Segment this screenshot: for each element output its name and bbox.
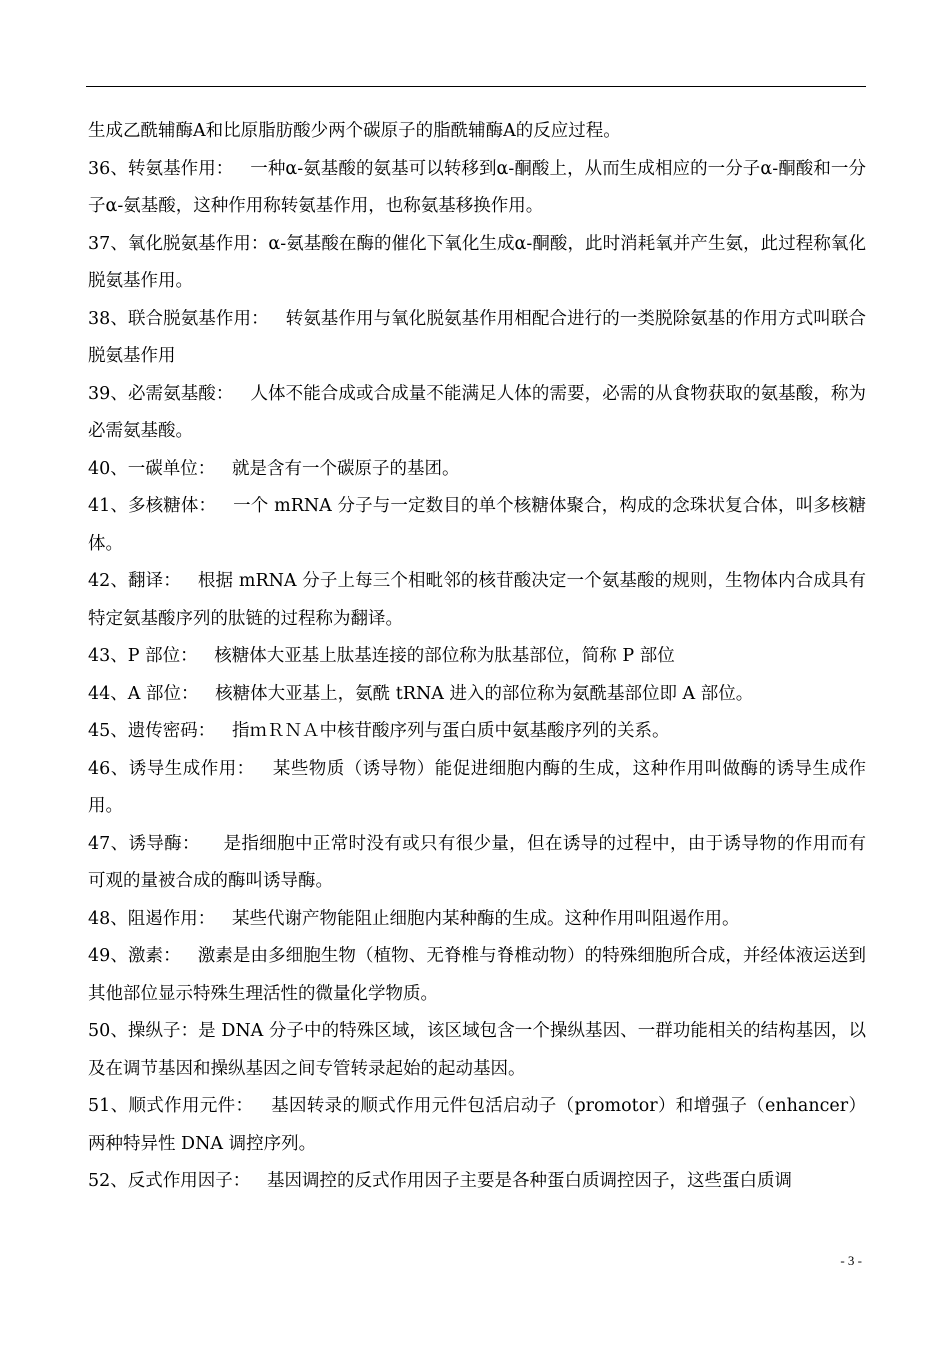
entry-definition: 根据 mRNA 分子上每三个相毗邻的核苷酸决定一个氨基酸的规则，生物体内合成具有特定氨基酸序列的肽链的过程称为翻译。 xyxy=(88,571,866,629)
entry-term: 36、转氨基作用： xyxy=(88,158,251,179)
entry-term: 49、激素： xyxy=(88,946,198,966)
entry-definition: 就是含有一个碳原子的基团。 xyxy=(231,458,460,479)
glossary-entry xyxy=(88,376,866,451)
glossary-entry xyxy=(88,1163,866,1201)
glossary-entry xyxy=(88,151,866,226)
entry-definition: 是指细胞中正常时没有或只有很少量，但在诱导的过程中，由于诱导物的作用而有可观的量被合成的酶叫诱导酶。 xyxy=(88,833,866,891)
entry-definition: 是 DNA 分子中的特殊区域，该区域包含一个操纵基因、一群功能相关的结构基因，以及在调节基因和操纵基因之间专管转录起始的起动基因。 xyxy=(88,1021,866,1079)
entry-definition: 基因转录的顺式作用元件包活启动子（promotor）和增强子（enhancer）两种特异性 DNA 调控序列。 xyxy=(88,1096,866,1154)
entry-term: 45、遗传密码： xyxy=(88,721,232,741)
document-body xyxy=(88,113,866,1201)
entry-term: 52、反式作用因子： xyxy=(88,1171,267,1191)
entry-term: 41、多核糖体： xyxy=(88,496,234,516)
glossary-entry xyxy=(88,563,866,638)
header-rule xyxy=(86,86,866,87)
glossary-entry xyxy=(88,713,866,751)
entry-term: 43、P 部位： xyxy=(88,646,215,666)
glossary-entry xyxy=(88,451,866,489)
entry-term: 44、A 部位： xyxy=(88,683,216,704)
glossary-entry xyxy=(88,113,866,151)
glossary-entry xyxy=(88,901,866,939)
entry-term: 39、必需氨基酸： xyxy=(88,383,251,404)
glossary-entry xyxy=(88,676,866,714)
glossary-entry xyxy=(88,1013,866,1088)
entry-definition: 某些物质（诱导物）能促进细胞内酶的生成，这种作用叫做酶的诱导生成作用。 xyxy=(88,758,866,816)
entry-definition: 一种α-氨基酸的氨基可以转移到α-酮酸上，从而生成相应的一分子α-酮酸和一分子α-氨基酸，这种作用称转氨基作用，也称氨基移换作用。 xyxy=(88,158,866,216)
glossary-entry xyxy=(88,751,866,826)
entry-term: 37、氧化脱氨基作用： xyxy=(88,233,269,254)
entry-definition: 指ｍＲＮＡ中核苷酸序列与蛋白质中氨基酸序列的关系。 xyxy=(231,721,670,741)
entry-term: 38、联合脱氨基作用： xyxy=(88,308,286,329)
glossary-entry xyxy=(88,488,866,563)
entry-definition: 基因调控的反式作用因子主要是各种蛋白质调控因子，这些蛋白质调 xyxy=(266,1171,792,1191)
entry-definition: 人体不能合成或合成量不能满足人体的需要，必需的从食物获取的氨基酸，称为必需氨基酸。 xyxy=(88,383,866,441)
entry-term: 40、一碳单位： xyxy=(88,458,232,479)
entry-term: 46、诱导生成作用： xyxy=(88,758,273,779)
entry-definition: 某些代谢产物能阻止细胞内某种酶的生成。这种作用叫阻遏作用。 xyxy=(231,908,740,929)
glossary-entry xyxy=(88,226,866,301)
entry-definition: α-氨基酸在酶的催化下氧化生成α-酮酸，此时消耗氧并产生氨，此过程称氧化脱氨基作用。 xyxy=(88,233,866,291)
entry-definition: 生成乙酰辅酶A和比原脂肪酸少两个碳原子的脂酰辅酶A的反应过程。 xyxy=(88,121,621,141)
entry-definition: 激素是由多细胞生物（植物、无脊椎与脊椎动物）的特殊细胞所合成，并经体液运送到其他部位显示特殊生理活性的微量化学物质。 xyxy=(88,946,866,1004)
entry-term: 48、阻遏作用： xyxy=(88,908,232,929)
entry-term: 47、诱导酶： xyxy=(88,833,224,854)
entry-term: 50、操纵子： xyxy=(88,1021,199,1041)
glossary-entry xyxy=(88,1088,866,1163)
entry-definition: 一个 mRNA 分子与一定数目的单个核糖体聚合，构成的念珠状复合体，叫多核糖体。 xyxy=(88,496,866,554)
entry-term: 42、翻译： xyxy=(88,571,198,591)
entry-definition: 核糖体大亚基上肽基连接的部位称为肽基部位，简称 P 部位 xyxy=(214,646,675,666)
entry-term: 51、顺式作用元件： xyxy=(88,1096,272,1116)
entry-definition: 核糖体大亚基上，氨酰 tRNA 进入的部位称为氨酰基部位即 A 部位。 xyxy=(215,683,754,704)
glossary-entry xyxy=(88,301,866,376)
glossary-entry xyxy=(88,938,866,1013)
page-number: - 3 - xyxy=(840,1253,862,1268)
glossary-entry xyxy=(88,826,866,901)
glossary-entry xyxy=(88,638,866,676)
entry-definition: 转氨基作用与氧化脱氨基作用相配合进行的一类脱除氨基的作用方式叫联合脱氨基作用 xyxy=(88,308,866,366)
